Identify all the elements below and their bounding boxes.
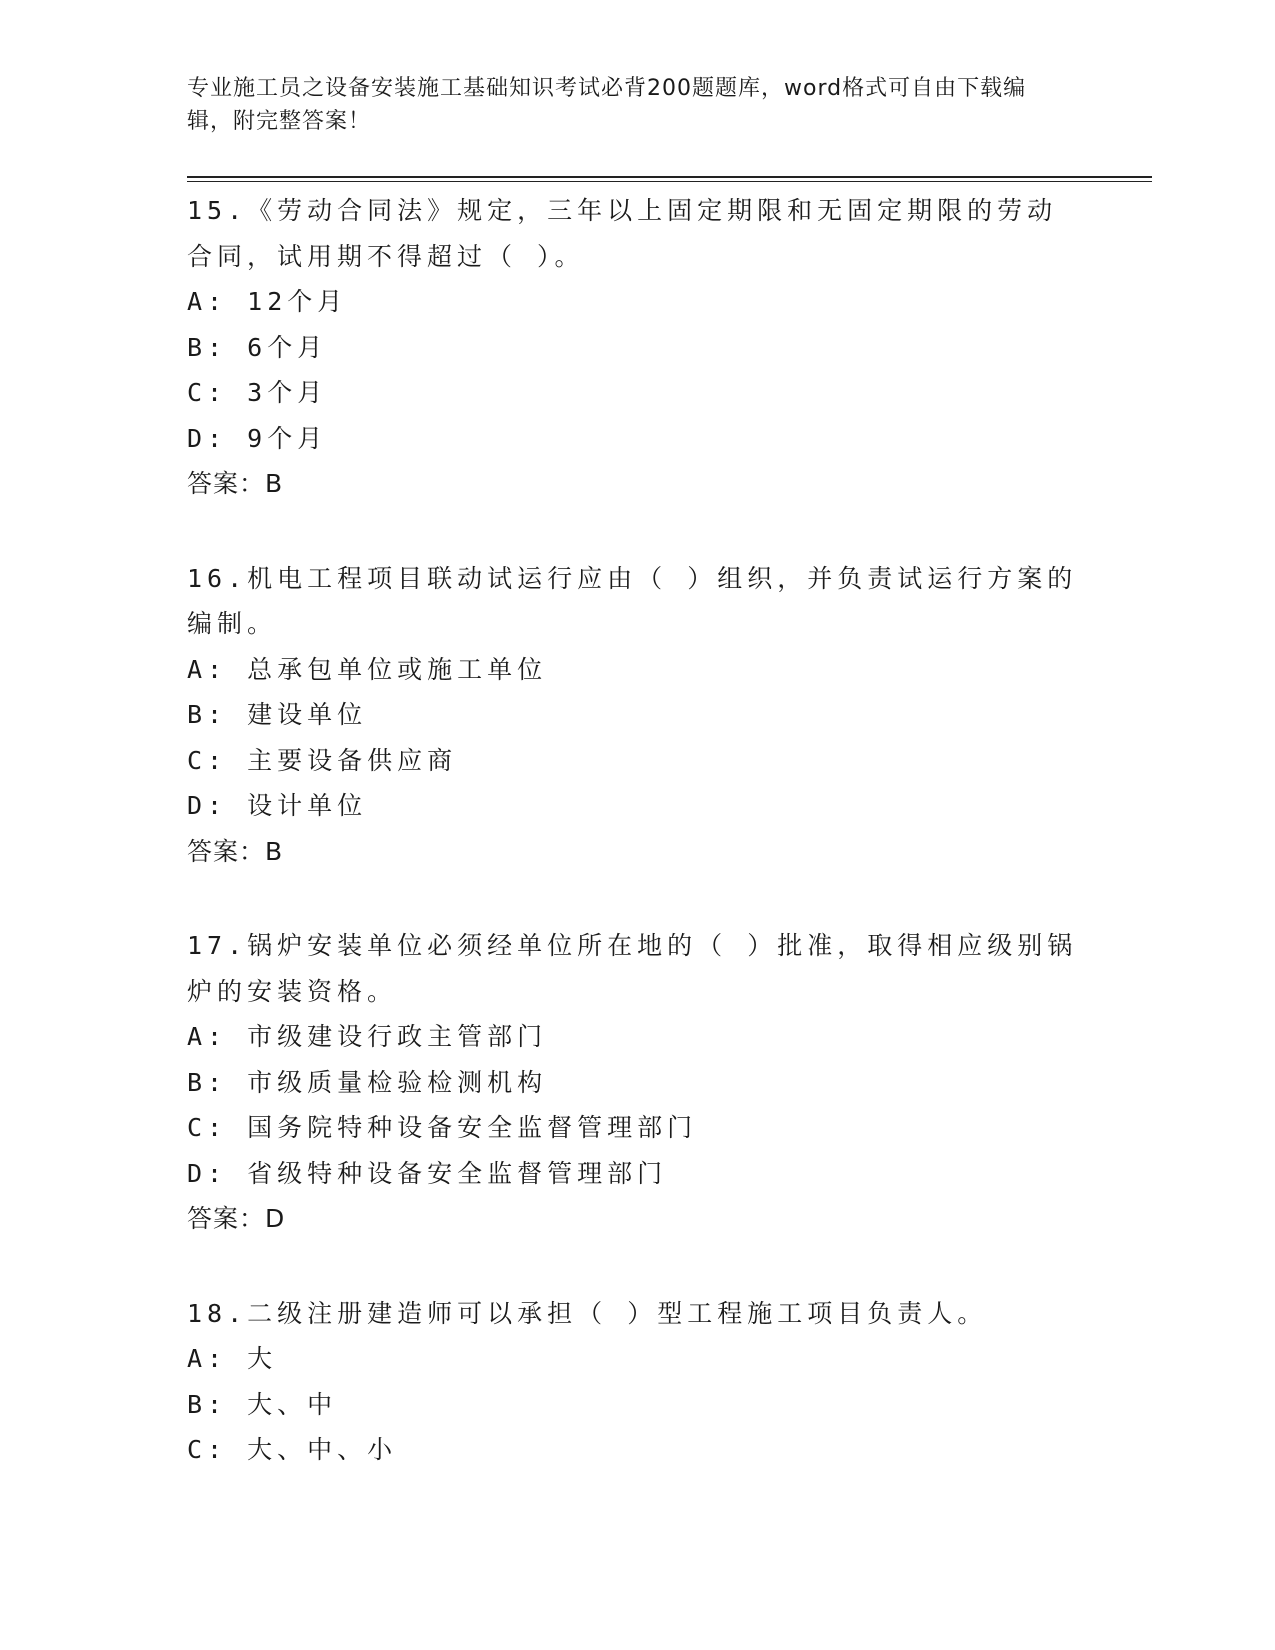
- option-b: B: 大、中: [187, 1389, 338, 1419]
- option-a: A: 市级建设行政主管部门: [187, 1022, 548, 1051]
- option-a: A: 大: [187, 1344, 278, 1373]
- question-16: [187, 556, 1087, 875]
- option-c: C: 国务院特种设备安全监督管理部门: [187, 1113, 698, 1142]
- option-a: A: 12个月: [187, 287, 348, 316]
- option-d: D: 省级特种设备安全监督管理部门: [187, 1158, 668, 1188]
- option-c: C: 大、中、小: [187, 1435, 398, 1464]
- option-c: C: 主要设备供应商: [187, 745, 458, 775]
- question-stem: 16.机电工程项目联动试运行应由（ ）组织，并负责试运行方案的编制。: [187, 563, 1078, 638]
- question-list: [187, 188, 1087, 1522]
- question-stem: 17.锅炉安装单位必须经单位所在地的（ ）批准，取得相应级别锅炉的安装资格。: [187, 931, 1078, 1006]
- answer-line: 答案：B: [187, 836, 284, 866]
- answer-line: 答案：D: [187, 1204, 286, 1233]
- question-stem: 18.二级注册建造师可以承担（ ）型工程施工项目负责人。: [187, 1298, 988, 1328]
- option-b: B: 市级质量检验检测机构: [187, 1067, 548, 1097]
- document-header: 专业施工员之设备安装施工基础知识考试必背200题题库，word格式可自由下载编辑，附完整答案！: [187, 76, 1027, 134]
- header-divider-thin: [187, 181, 1152, 182]
- answer-line: 答案：B: [187, 469, 284, 498]
- header-divider-thick: [187, 176, 1152, 178]
- question-18: [187, 1291, 1087, 1473]
- question-15: [187, 188, 1087, 507]
- option-b: B: 6个月: [187, 332, 328, 362]
- option-d: D: 9个月: [187, 423, 328, 453]
- option-a: A: 总承包单位或施工单位: [187, 654, 548, 684]
- question-17: [187, 923, 1087, 1242]
- option-d: D: 设计单位: [187, 791, 368, 820]
- option-b: B: 建设单位: [187, 700, 368, 729]
- option-c: C: 3个月: [187, 378, 328, 407]
- question-stem: 15.《劳动合同法》规定，三年以上固定期限和无固定期限的劳动合同，试用期不得超过（ ）。: [187, 196, 1058, 271]
